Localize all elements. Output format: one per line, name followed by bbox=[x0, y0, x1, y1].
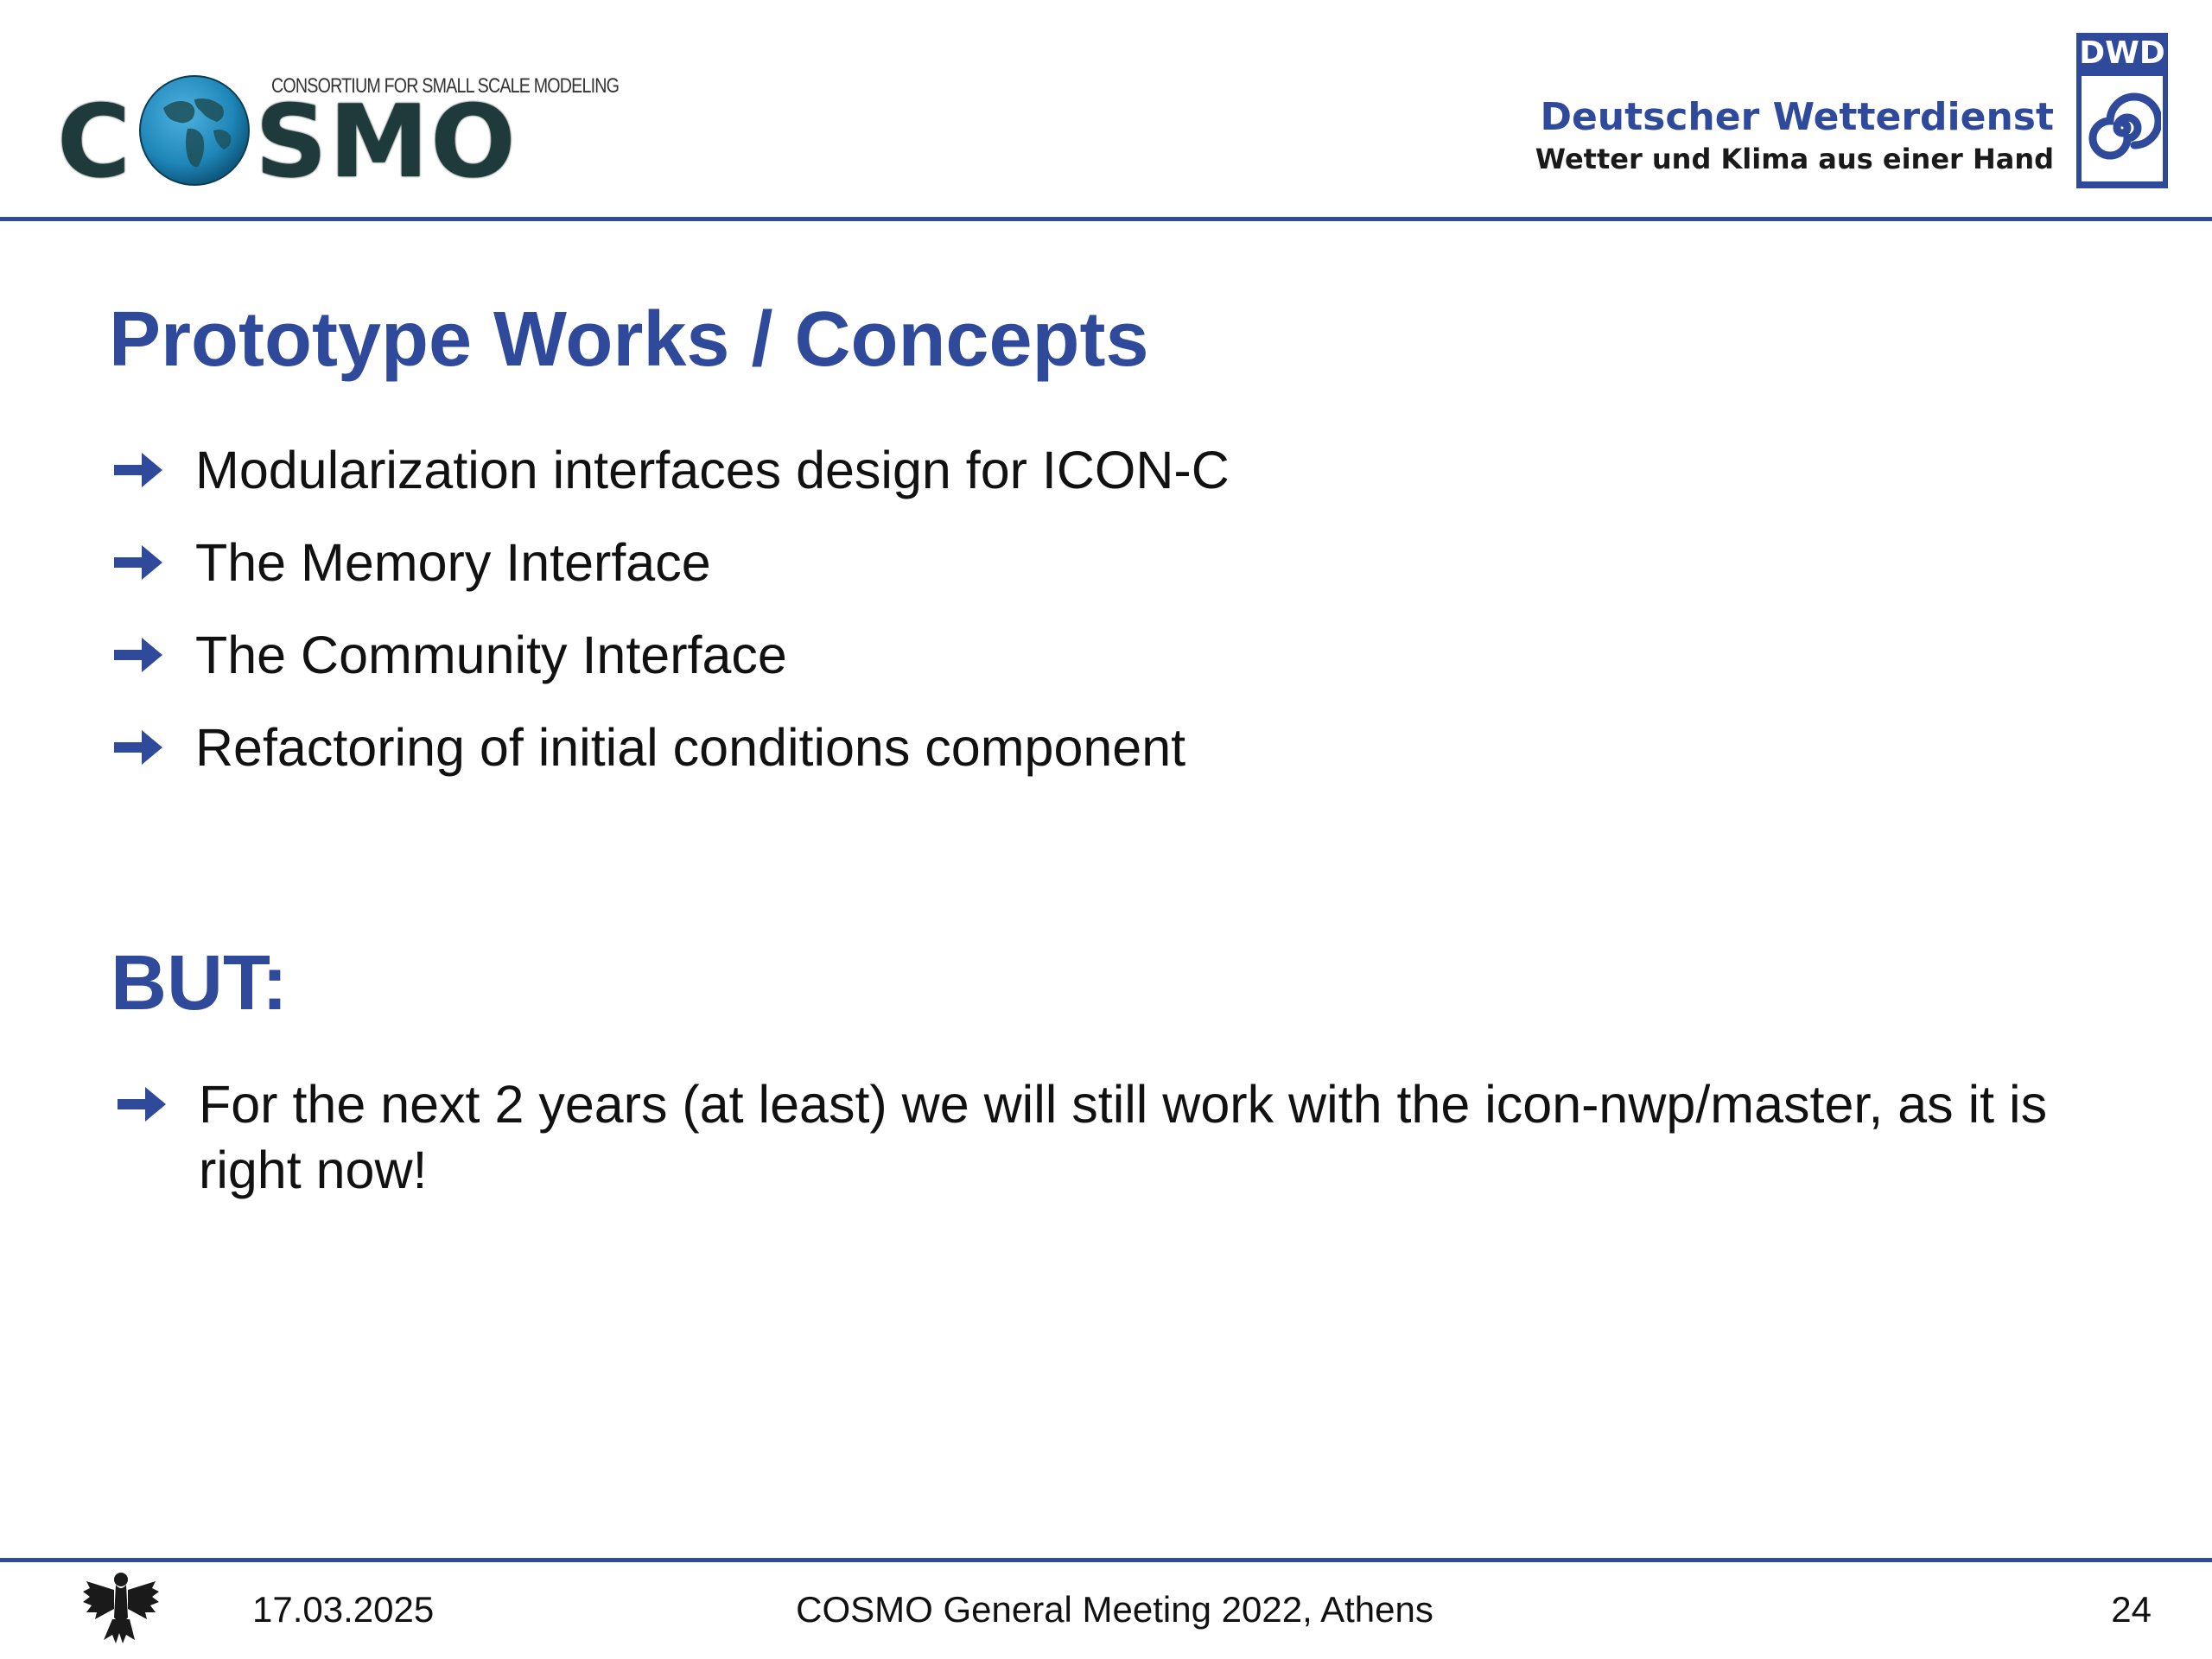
list-item bbox=[114, 1071, 2101, 1203]
dwd-badge-inner bbox=[2082, 76, 2163, 181]
but-heading: BUT: bbox=[111, 940, 288, 1027]
dwd-badge-label: DWD bbox=[2079, 35, 2165, 71]
bullet-list bbox=[111, 423, 2098, 793]
dwd-slogan: Wetter und Klima aus einer Hand bbox=[1535, 143, 2054, 175]
dwd-wordmark bbox=[1535, 95, 2054, 178]
cosmo-letter-o: O bbox=[430, 84, 518, 200]
cosmo-tagline: CONSORTIUM FOR SMALL SCALE MODELING bbox=[271, 74, 620, 98]
bullet-text: Modularization interfaces design for ICON-C bbox=[195, 440, 1230, 499]
right-arrow-icon bbox=[111, 444, 166, 496]
cosmo-letter-c: C bbox=[57, 84, 133, 200]
right-arrow-icon bbox=[111, 629, 166, 681]
list-item bbox=[111, 701, 2098, 793]
right-arrow-icon bbox=[114, 1078, 169, 1130]
list-item bbox=[111, 423, 2098, 516]
globe-icon bbox=[137, 73, 251, 188]
footer-event: COSMO General Meeting 2022, Athens bbox=[796, 1589, 1433, 1630]
cosmo-letter-s: S bbox=[255, 84, 329, 200]
right-arrow-icon bbox=[111, 537, 166, 588]
right-arrow-icon bbox=[111, 721, 166, 773]
footer-date: 17.03.2025 bbox=[252, 1589, 435, 1630]
dwd-logo-badge bbox=[2076, 33, 2168, 188]
dwd-name: Deutscher Wetterdienst bbox=[1540, 95, 2054, 139]
page-number: 24 bbox=[2111, 1589, 2152, 1630]
but-bullet-text: For the next 2 years (at least) we will still work with the icon-nwp/master, as it is right now! bbox=[199, 1075, 2048, 1199]
bullet-text: The Memory Interface bbox=[195, 532, 711, 592]
slide-header bbox=[0, 0, 2212, 219]
bullet-text: The Community Interface bbox=[195, 625, 787, 684]
cosmo-wordmark bbox=[57, 84, 518, 200]
slide-title: Prototype Works / Concepts bbox=[109, 296, 1149, 383]
footer-divider bbox=[0, 1558, 2212, 1562]
cosmo-letter-m: M bbox=[328, 84, 431, 200]
list-item bbox=[111, 516, 2098, 608]
cosmo-logo bbox=[57, 60, 620, 200]
header-divider bbox=[0, 217, 2212, 221]
spiral-icon bbox=[2083, 86, 2161, 169]
list-item bbox=[111, 608, 2098, 701]
bullet-text: Refactoring of initial conditions component bbox=[195, 717, 1186, 777]
